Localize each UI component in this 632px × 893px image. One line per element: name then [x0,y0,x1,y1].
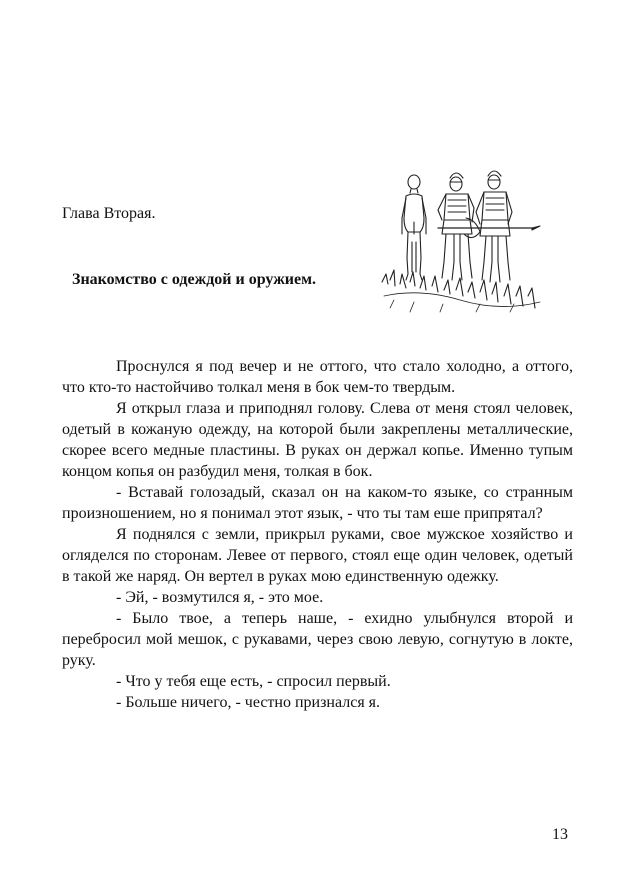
paragraph: - Вставай голозадый, сказал он на каком-то языке, со странным произношением, но я понимал этот язык, - что ты там еше припрятал? [62,484,573,522]
chapter-subtitle: Знакомство с одеждой и оружием. [72,271,317,288]
paragraph: Я открыл глаза и приподнял голову. Слева от меня стоял человек, одетый в кожаную одежду, на которой были закреплены металлические, скорее всего медные пластины. В руках он держал копье. Именно тупым концом копья он разбудил меня, толкая в бок. [62,400,573,480]
paragraph: Я поднялся с земли, прикрыл руками, свое мужское хозяйство и огляделся по сторонам. Левее от первого, стоял еще один человек, одетый в такой же наряд. Он вертел в руках мою единственную одежку. [62,526,573,585]
paragraph: Проснулся я под вечер и не оттого, что стало холодно, а оттого, что кто-то настойчиво толкал меня в бок чем-то твердым. [62,358,573,396]
page-number: 13 [552,826,568,843]
paragraph: - Что у тебя еще есть, - спросил первый. [116,673,391,690]
chapter-title: Глава Вторая. [62,205,156,222]
paragraph: - Больше ничего, - честно признался я. [116,694,381,711]
body-text [62,356,573,713]
three-men-sketch-icon [380,162,542,314]
paragraph: - Было твое, а теперь наше, - ехидно улыбнулся второй и перебросил мой мешок, с рукавами, через свою левую, согнутую в локте, руку. [62,610,573,669]
paragraph: - Эй, - возмутился я, - это мое. [116,589,324,606]
